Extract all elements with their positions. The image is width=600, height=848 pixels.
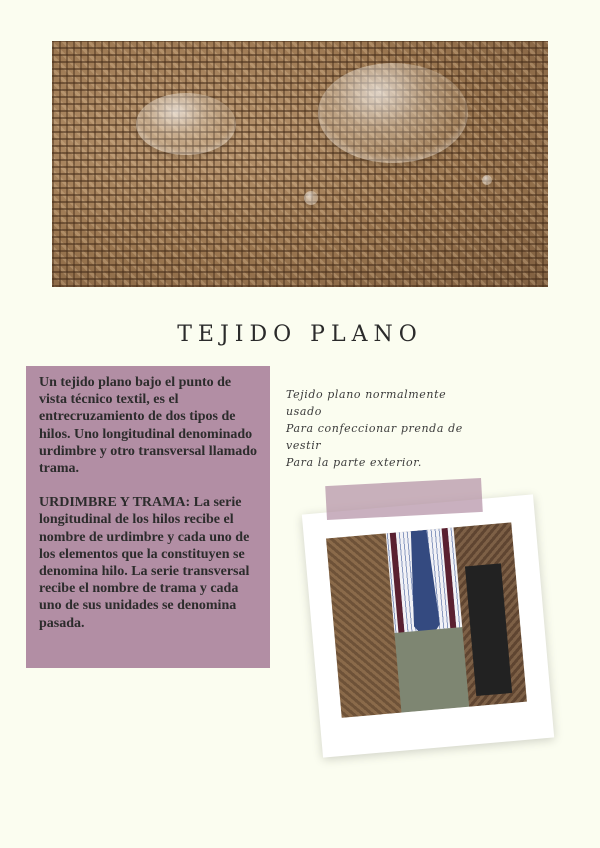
side-note-line: Tejido plano normalmente usado: [286, 388, 447, 418]
hero-fabric-image: [52, 41, 548, 287]
side-note-line: Para confeccionar prenda de vestir: [286, 422, 463, 452]
water-droplet: [136, 93, 236, 155]
outfit-photo: [326, 522, 527, 718]
water-droplet: [304, 191, 318, 205]
water-droplet: [482, 175, 492, 185]
side-note: [286, 386, 486, 471]
intro-paragraph: Un tejido plano bajo el punto de vista técnico textil, es el entrecruzamiento de dos tipos de hilos. Uno longitudinal denominado urdimbre y otro transversal llamado trama.: [39, 375, 258, 477]
side-note-line: Para la parte exterior.: [286, 456, 423, 469]
urdimbre-trama-paragraph: URDIMBRE Y TRAMA: La serie longitudinal de los hilos recibe el nombre de urdimbre y cada uno de los elementos que la constituyen se denomina hilo. La serie transversal recibe el nombre de trama y cada uno de sus unidades se denomina pasada.: [39, 495, 250, 631]
water-droplet: [318, 63, 468, 163]
main-text-box: [26, 366, 270, 668]
polaroid-frame: [302, 494, 554, 757]
page-title: TEJIDO PLANO: [177, 322, 423, 347]
